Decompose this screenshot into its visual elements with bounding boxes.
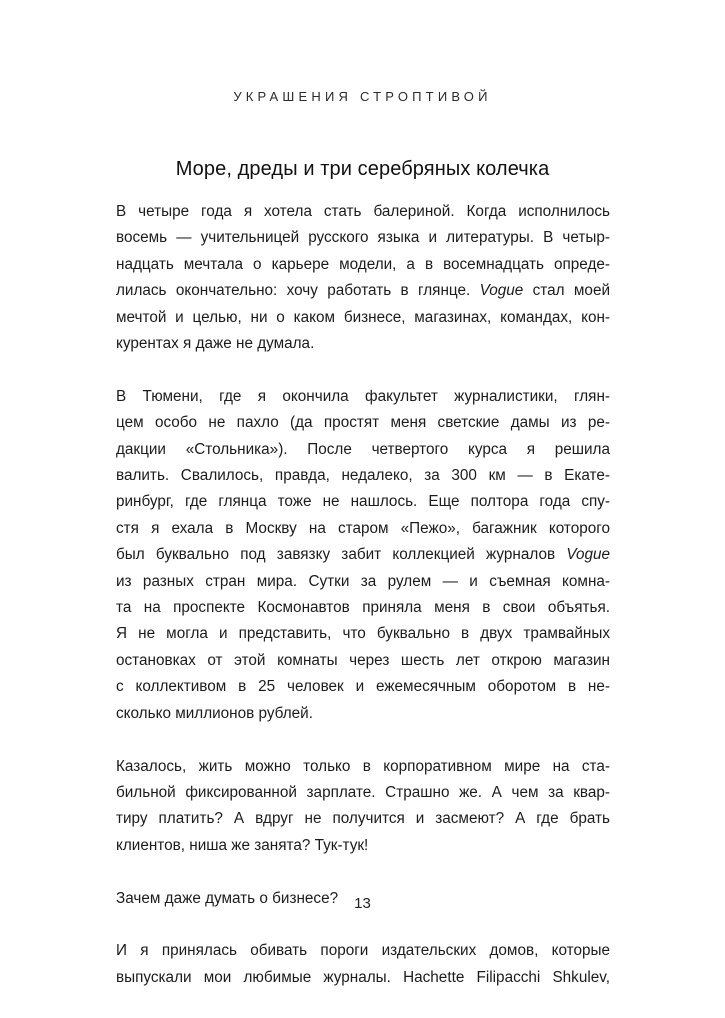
paragraph [116, 384, 610, 727]
text-line: восемь — учительницей русского языка и литературы. В четыр- [116, 229, 610, 247]
paragraph [116, 938, 610, 991]
page-number: 13 [354, 895, 371, 912]
paragraph [116, 754, 610, 860]
text-line: остановках от этой комнаты через шесть лет открою магазин [116, 651, 610, 669]
text-line: валить. Свалилось, правда, недалеко, за 300 км — в Екате- [116, 467, 610, 485]
text-line: ринбург, где глянца тоже не нашлось. Еще полтора года спу- [116, 493, 610, 511]
text-line: курентах я даже не думала. [116, 335, 315, 353]
text-line: В четыре года я хотела стать балериной. Когда исполнилось [116, 203, 610, 220]
text-line: надцать мечтала о карьере модели, а в восемнадцать опреде- [116, 255, 610, 273]
italic-title: Vogue [479, 282, 524, 300]
text-line: бильной фиксированной зарплате. Страшно же. А чем за квар- [116, 783, 610, 801]
text-line: сколько миллионов рублей. [116, 704, 313, 722]
text-line: Казалось, жить можно только в корпоративном мире на ста- [116, 757, 610, 775]
text-line: цем особо не пахло (да простят меня светские дамы из ре- [116, 414, 610, 432]
text-line: лилась окончательно: хочу работать в глянце. Vogue стал моей [116, 282, 610, 300]
running-header: УКРАШЕНИЯ СТРОПТИВОЙ [233, 89, 492, 104]
italic-title: Vogue [566, 546, 610, 564]
text-line: клиентов, ниша же занята? Тук-тук! [116, 836, 369, 854]
text-line: тиру платить? А вдруг не получится и засмеют? А где брать [116, 810, 610, 828]
text-line: Я не могла и представить, что буквально в двух трамвайных [116, 625, 610, 643]
text-line: Зачем даже думать о бизнесе? [116, 889, 339, 907]
text-line: дакции «Стольника»). После четвертого курса я решила [116, 440, 610, 458]
text-line: стя я ехала в Москву на старом «Пежо», багажник которого [116, 519, 610, 537]
chapter-title: Море, дреды и три серебряных колечка [175, 158, 550, 180]
text-line: И я принялась обивать пороги издательских домов, которые [116, 942, 610, 960]
text-line: выпускали мои любимые журналы. Hachette Filipacchi Shkulev, [116, 968, 610, 986]
text-line: мечтой и целью, ни о каком бизнесе, магазинах, командах, кон- [116, 308, 610, 326]
text-line: В Тюмени, где я окончила факультет журналистики, глян- [116, 387, 610, 405]
text-line: из разных стран мира. Сутки за рулем — и съемная комна- [116, 572, 610, 590]
text-line: с коллективом в 25 человек и ежемесячным оборотом в не- [116, 678, 610, 696]
text-line: был буквально под завязку забит коллекцией журналов Vogue [116, 546, 610, 564]
text-line: та на проспекте Космонавтов приняла меня в свои объятья. [116, 599, 610, 617]
paragraph [116, 199, 610, 357]
